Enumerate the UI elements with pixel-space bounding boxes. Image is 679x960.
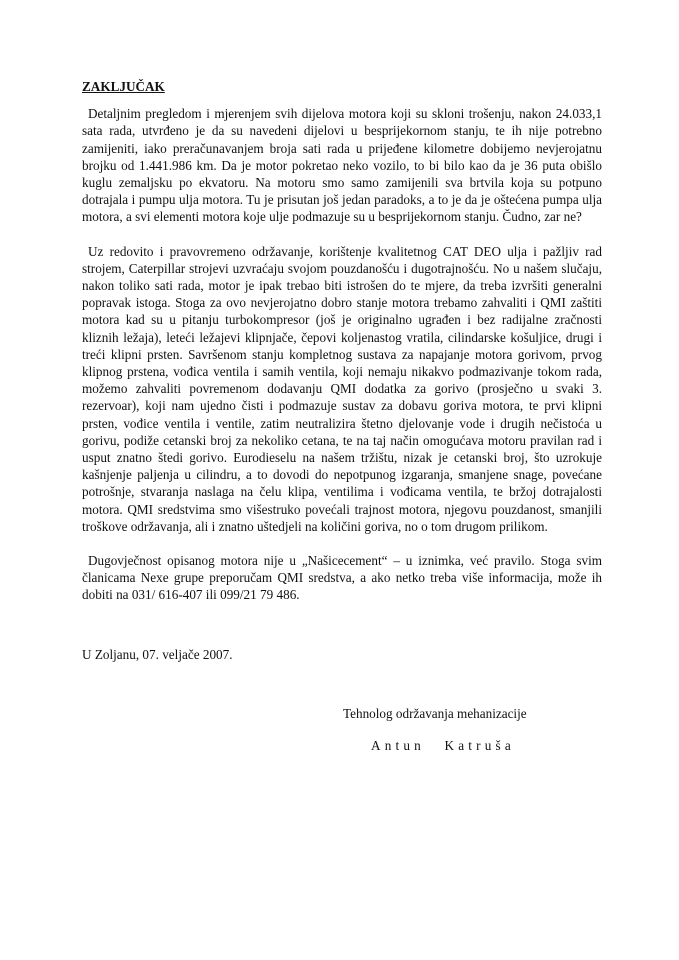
document-body (82, 78, 602, 621)
signature-title: Tehnolog održavanja mehanizacije (343, 706, 527, 721)
document-heading: ZAKLJUČAK (82, 79, 165, 94)
paragraph-inspection: Detaljnim pregledom i mjerenjem svih dijelova motora koji su skloni trošenju, nakon 24.033,1 sata rada, utvrđeno je da su navedeni dijelovi u besprijekornom stanju, te ih nije potrebno zamijeniti, iako preračunavanjem broja sati rada u prijeđene kilometre dobijemo nevjerojatnu brojku od 1.441.986 km. Da je motor pokretao neko vozilo, to bi bilo kao da je 36 puta obišlo kuglu zemaljsku po ekvatoru. Na motoru smo samo zamijenili sva brtvila koja su potpuno dotrajala i pumpu ulja motora. Tu je prisutan još jedan paradoks, a to je da je oštećena pumpa ulja motora, a svi elementi motora koje ulje podmazuje su u besprijekornom stanju. Čudno, zar ne? (82, 106, 602, 225)
paragraph-recommendation: Dugovječnost opisanog motora nije u „Našicecement“ – u iznimka, već pravilo. Stoga svim članicama Nexe grupe preporučam QMI sredstva, a ako netko treba više informacija, može ih dobiti na 031/ 616-407 ili 099/21 79 486. (82, 553, 602, 603)
paragraph-maintenance: Uz redovito i pravovremeno održavanje, korištenje kvalitetnog CAT DEO ulja i pažljiv rad strojem, Caterpillar strojevi uzvraćaju svojom pouzdanošću i dugotrajnošću. No u našem slučaju, nakon toliko sati rada, motor je ipak trebao biti istrošen do te mjere, da treba izvršiti generalni popravak istoga. Stoga za ovo nevjerojatno dobro stanje motora trebamo zahvaliti i QMI zaštiti motora kad su u pitanju turbokompresor (još je originalno ugrađen i bez radijalne zračnosti kliznih ležaja), leteći ležajevi klipnjače, čepovi koljenastog vratila, cilindarske košuljice, drugi i treći klipni prsten. Savršenom stanju kompletnog sustava za napajanje motora gorivom, prvog klipnog prstena, vođica ventila i samih ventila, koji nemaju nikakvo podmazivanje tokom rada, možemo zahvaliti povremenom dodavanju QMI dodatka za gorivo (prosječno u svaki 3. rezervoar), koji nam ujedno čisti i podmazuje sustav za dobavu goriva motora, te prvi klipni prsten, vođice ventila i ventile, zatim neutralizira štetno djelovanje vode i drugih nečistoća u gorivu, podiže cetanski broj za nekoliko cetana, te na taj način omogućava motoru pravilan rad i usput znatno štedi gorivo. Eurodieselu na našem tržištu, nizak je cetanski broj, što uzrokuje kašnjenje paljenja u cilindru, a to dovodi do nepotpunog izgaranja, smanjene snage, povećane potrošnje, stvaranja naslaga na čelu klipa, ventilima i vođicama ventila, te bržoj dotrajalosti motora. QMI sredstvima smo višestruko povećali trajnost motora, njegovu pouzdanost, smanjili troškove održavanja, ali i znatno uštedjeli na količini goriva, no o tom drugom prilikom. (82, 243, 602, 534)
signature-name: Antun Katruša (371, 738, 515, 753)
place-date: U Zoljanu, 07. veljače 2007. (82, 647, 233, 662)
